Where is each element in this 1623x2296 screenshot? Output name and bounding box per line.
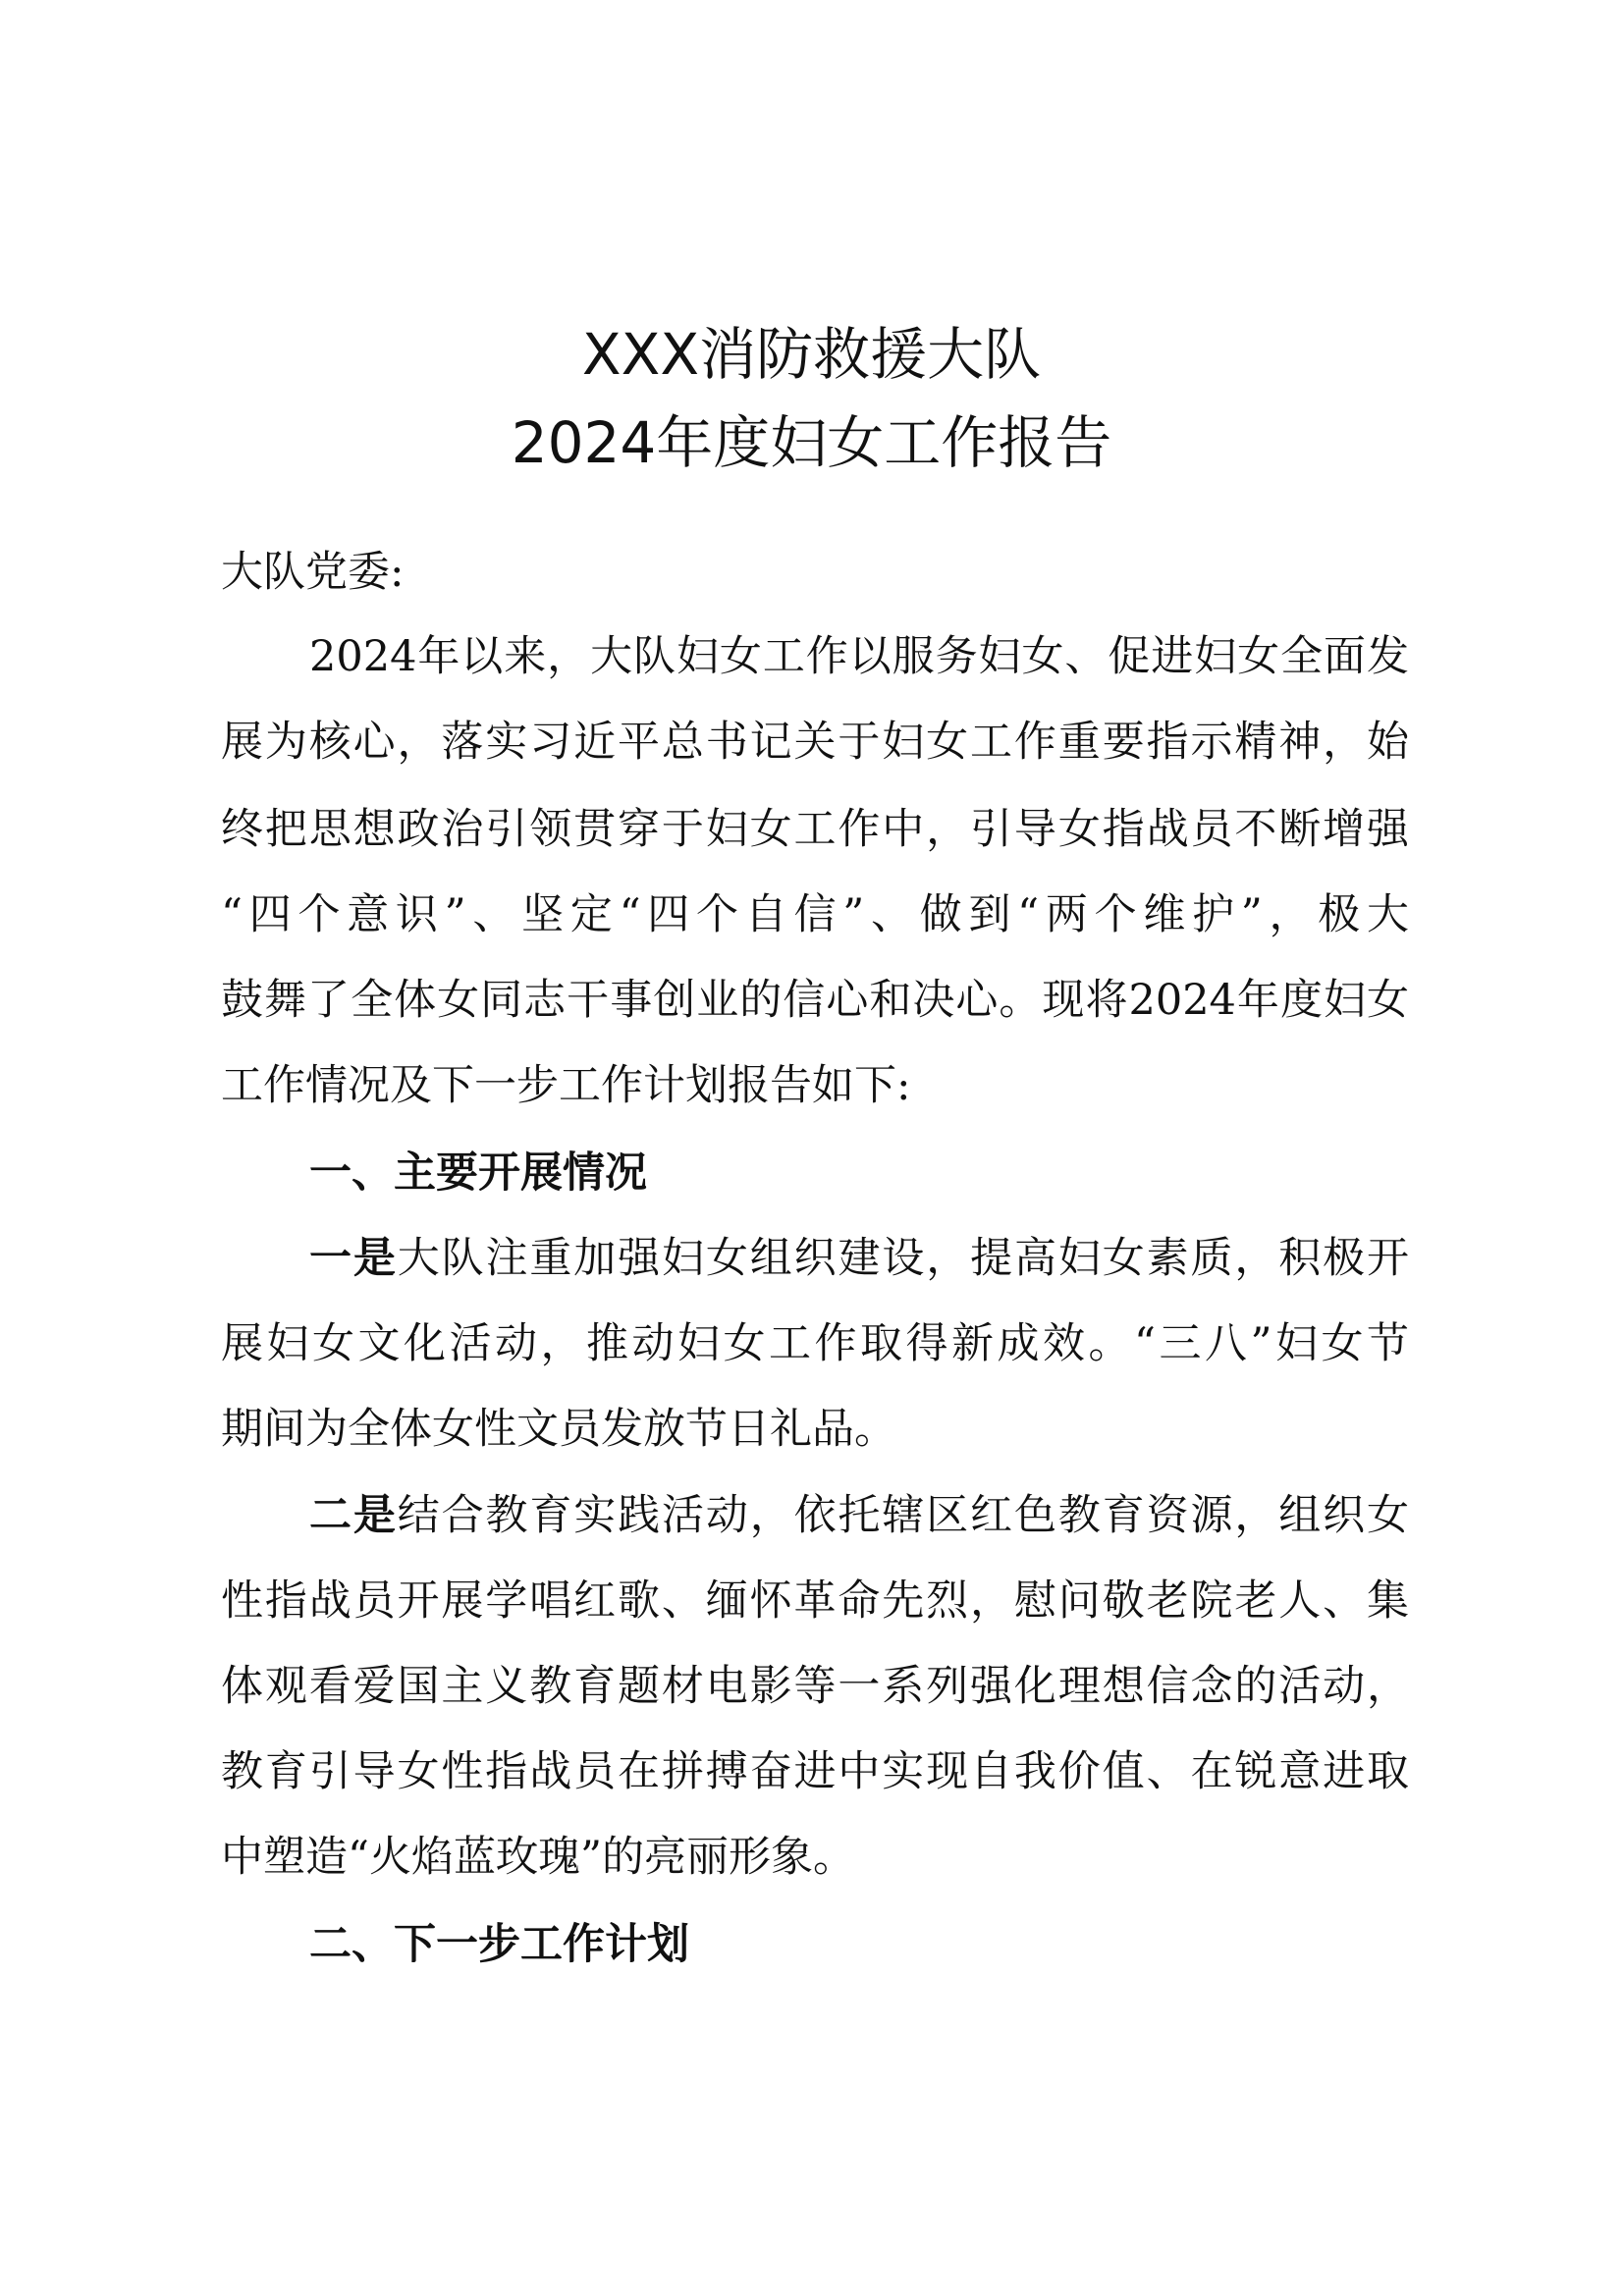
item1-line: 展妇女文化活动，推动妇女工作取得新成效。“三八”妇女节 [221, 1319, 1409, 1368]
item2-line: 中塑造“火焰蓝玫瑰”的亮丽形象。 [221, 1833, 855, 1882]
item2-line [309, 1486, 1409, 1545]
intro-line: 鼓舞了全体女同志干事创业的信心和决心。现将2024年度妇女 [221, 976, 1409, 1025]
item2-lead: 二是 [309, 1491, 398, 1540]
item2-line: 性指战员开展学唱红歌、缅怀革命先烈，慰问敬老院老人、集 [221, 1576, 1409, 1626]
section2-heading: 二、下一步工作计划 [309, 1920, 689, 1969]
section1-heading: 一、主要开展情况 [309, 1148, 647, 1198]
item2-line: 教育引导女性指战员在拼搏奋进中实现自我价值、在锐意进取 [221, 1747, 1409, 1796]
item2-line: 体观看爱国主义教育题材电影等一系列强化理想信念的活动， [221, 1662, 1409, 1711]
item1-line: 期间为全体女性文员发放节日礼品。 [221, 1405, 896, 1454]
document-title-line2: 2024年度妇女工作报告 [511, 409, 1112, 476]
intro-line: 终把思想政治引领贯穿于妇女工作中，引导女指战员不断增强 [221, 805, 1409, 854]
salutation: 大队党委: [221, 548, 405, 597]
intro-line: 工作情况及下一步工作计划报告如下: [221, 1061, 911, 1110]
item1-lead: 一是 [309, 1234, 398, 1283]
item1-text: 大队注重加强妇女组织建设，提高妇女素质，积极开 [397, 1234, 1409, 1283]
intro-line: 展为核心，落实习近平总书记关于妇女工作重要指示精神，始 [221, 718, 1409, 767]
item1-line [309, 1229, 1409, 1288]
intro-line: 2024年以来，大队妇女工作以服务妇女、促进妇女全面发 [309, 632, 1409, 681]
intro-line: “四个意识”、坚定“四个自信”、做到“两个维护”，极大 [221, 890, 1409, 939]
document-title-line1: XXX消防救援大队 [581, 321, 1042, 388]
item2-text: 结合教育实践活动，依托辖区红色教育资源，组织女 [397, 1491, 1409, 1540]
